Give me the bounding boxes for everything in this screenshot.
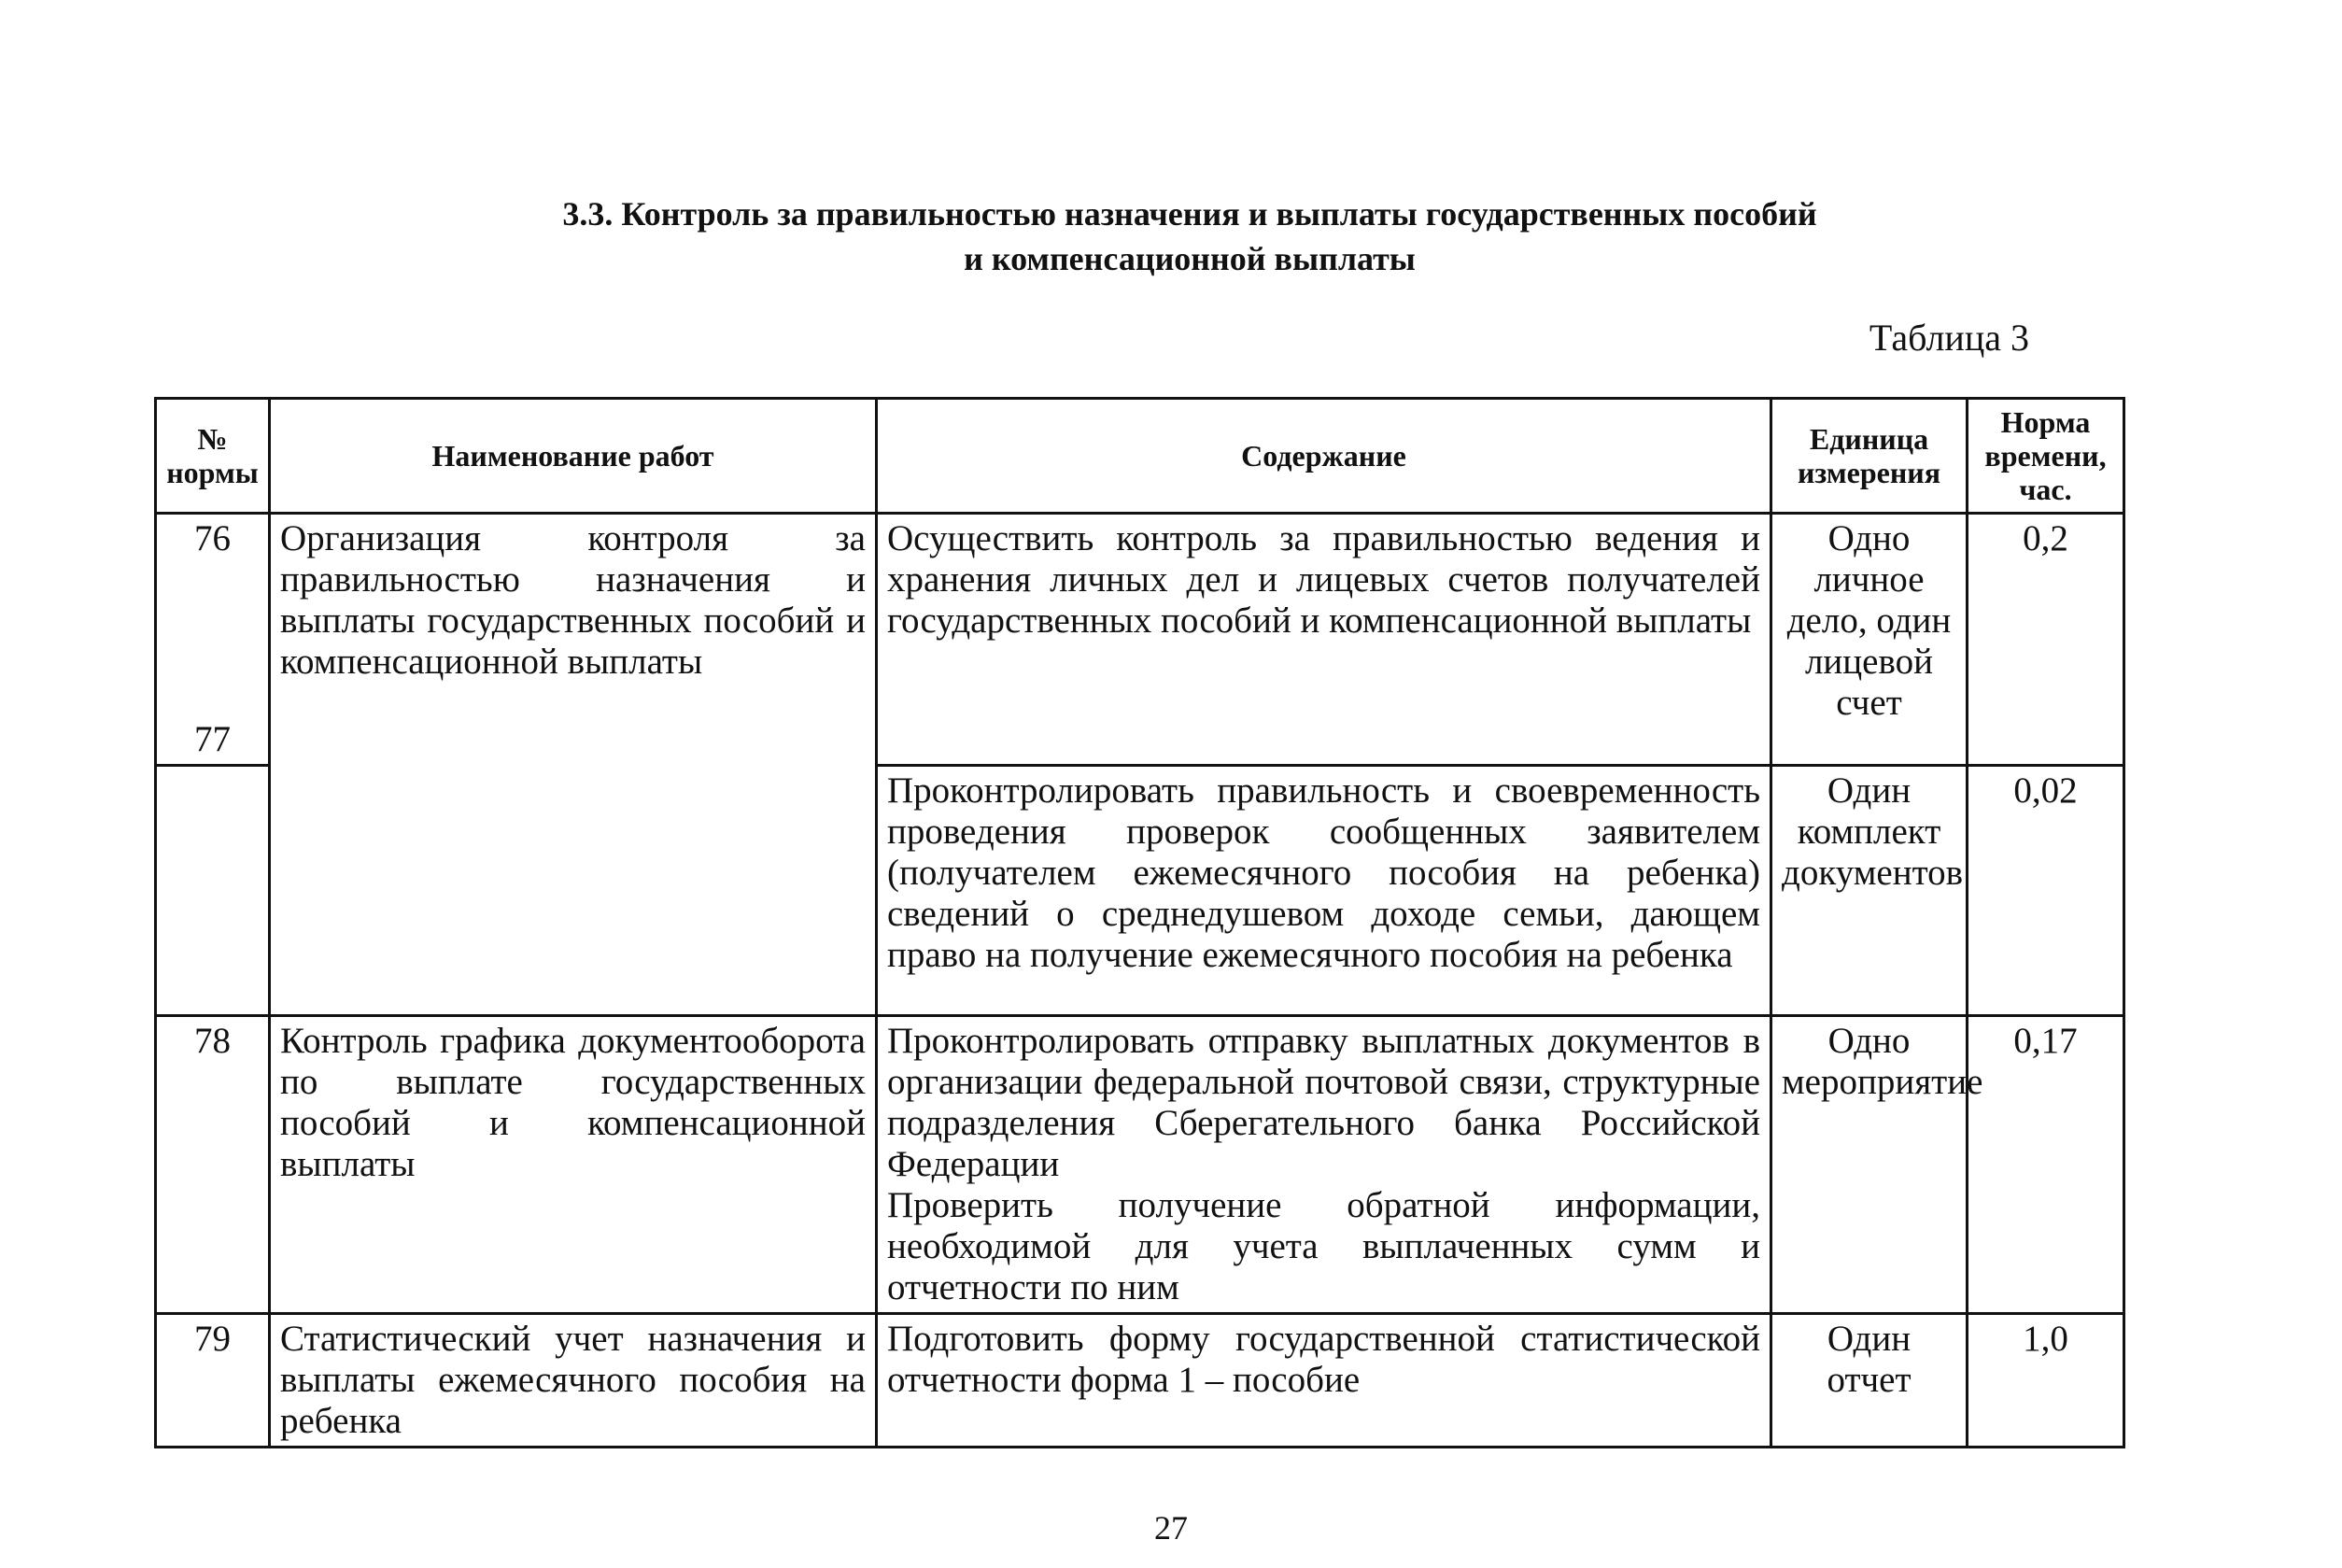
- row-78-content-p2: Проверить получение обратной информации, необходимой для учета выплаченных сумм и отчетности по ним: [887, 1185, 1760, 1307]
- header-time-norm: Норма времени, час.: [1968, 399, 2124, 514]
- row-76-number: 76: [194, 518, 231, 558]
- row-79-work-name: Статистический учет назначения и выплаты ежемесячного пособия на ребенка: [270, 1314, 877, 1448]
- row-77-norm: 0,02: [1968, 766, 2124, 1016]
- row-79-content: Подготовить форму государственной статистической отчетности форма 1 – пособие: [877, 1314, 1771, 1448]
- table-header-row: [156, 399, 2124, 514]
- table-row: [156, 1314, 2124, 1448]
- row-78-content: [877, 1016, 1771, 1314]
- norms-table: [154, 397, 2125, 1448]
- row-76-77-work-name: Организация контроля за правильностью назначения и выплаты государственных пособий и компенсационной выплаты: [270, 514, 877, 1016]
- row-76-number-cell: [156, 514, 270, 766]
- row-77-unit: Один комплект документов: [1771, 766, 1968, 1016]
- header-norm-number: № нормы: [156, 399, 270, 514]
- page-number: 27: [1154, 1509, 1188, 1547]
- table-label: Таблица 3: [1869, 317, 2029, 359]
- row-78-unit: Одно мероприятие: [1771, 1016, 1968, 1314]
- row-76-content: Осуществить контроль за правильностью ведения и хранения личных дел и лицевых счетов получателей государственных пособий и компенсационной выплаты: [877, 514, 1771, 766]
- row-79-unit: Один отчет: [1771, 1314, 1968, 1448]
- row-78-work-name: Контроль графика документооборота по выплате государственных пособий и компенсационной выплаты: [270, 1016, 877, 1314]
- row-78-content-p1: Проконтролировать отправку выплатных документов в организации федеральной почтовой связи, структурные подразделения Сберегательного банка Российской Федерации: [887, 1021, 1760, 1184]
- section-title-line-1: 3.3. Контроль за правильностью назначения и выплаты государственных пособий: [562, 195, 1817, 233]
- header-work-name: Наименование работ: [270, 399, 877, 514]
- row-77-content: Проконтролировать правильность и своевременность проведения проверок сообщенных заявителем (получателем ежемесячного пособия на ребенка) сведений о среднедушевом доходе семьи, дающем право на получение ежемесячного пособия на ребенка: [877, 766, 1771, 1016]
- row-76-norm: 0,2: [1968, 514, 2124, 766]
- header-content: Содержание: [877, 399, 1771, 514]
- row-76-unit: Одно личное дело, один лицевой счет: [1771, 514, 1968, 766]
- header-unit: Единица измерения: [1771, 399, 1968, 514]
- section-title-line-2: и компенсационной выплаты: [964, 240, 1416, 277]
- table-row: [156, 1016, 2124, 1314]
- row-77-number: 77: [194, 719, 231, 759]
- row-78-norm: 0,17: [1968, 1016, 2124, 1314]
- section-title: [0, 191, 2342, 281]
- table-row: [156, 514, 2124, 766]
- row-78-number: 78: [156, 1016, 270, 1314]
- row-79-norm: 1,0: [1968, 1314, 2124, 1448]
- row-77-number-cell-cont: [156, 766, 270, 1016]
- row-79-number: 79: [156, 1314, 270, 1448]
